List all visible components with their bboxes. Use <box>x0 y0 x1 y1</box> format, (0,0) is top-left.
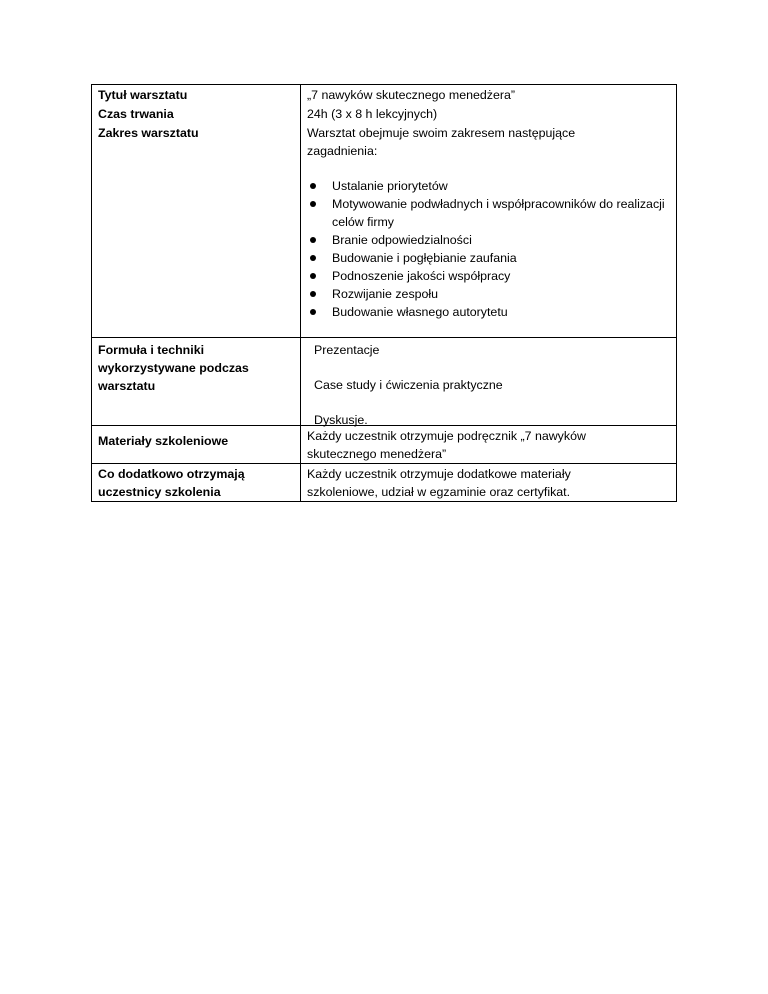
title-value: „7 nawyków skutecznego menedżera” <box>301 85 677 105</box>
scope-value <box>301 123 677 338</box>
scope-topic-list <box>307 177 670 321</box>
title-label: Tytuł warsztatu <box>92 85 301 105</box>
table-row-duration <box>92 104 677 123</box>
scope-intro-line-2: zagadnienia: <box>307 144 378 158</box>
duration-value: 24h (3 x 8 h lekcyjnych) <box>301 104 677 123</box>
techniques-label-line-2: wykorzystywane podczas <box>98 361 249 375</box>
materials-label: Materiały szkoleniowe <box>92 426 301 464</box>
table-row-scope <box>92 123 677 338</box>
workshop-info-table <box>91 84 677 502</box>
list-item: Branie odpowiedzialności <box>307 231 670 249</box>
list-item: Podnoszenie jakości współpracy <box>307 267 670 285</box>
extras-label-line-2: uczestnicy szkolenia <box>98 485 221 499</box>
techniques-label-line-3: warsztatu <box>98 379 156 393</box>
extras-value-line-2: szkoleniowe, udział w egzaminie oraz certyfikat. <box>307 485 571 499</box>
table-row-extras <box>92 464 677 502</box>
extras-label-line-1: Co dodatkowo otrzymają <box>98 467 245 481</box>
list-item: Rozwijanie zespołu <box>307 285 670 303</box>
materials-value-line-2: skutecznego menedżera” <box>307 447 447 461</box>
techniques-label-line-1: Formuła i techniki <box>98 343 205 357</box>
techniques-label <box>92 338 301 426</box>
list-item: Motywowanie podwładnych i współpracowników do realizacji celów firmy <box>307 195 670 231</box>
list-item: Ustalanie priorytetów <box>307 177 670 195</box>
list-item: Budowanie własnego autorytetu <box>307 303 670 321</box>
extras-value <box>301 464 677 502</box>
table-row-techniques <box>92 338 677 426</box>
table-row-title <box>92 85 677 105</box>
materials-value-line-1: Każdy uczestnik otrzymuje podręcznik „7 nawyków <box>307 429 586 443</box>
techniques-value <box>301 338 677 426</box>
scope-label: Zakres warsztatu <box>92 123 301 338</box>
table-row-materials <box>92 426 677 464</box>
technique-case-study: Case study i ćwiczenia praktyczne <box>314 378 503 392</box>
scope-intro-line-1: Warsztat obejmuje swoim zakresem następujące <box>307 126 576 140</box>
extras-value-line-1: Każdy uczestnik otrzymuje dodatkowe materiały <box>307 467 571 481</box>
technique-discussions: Dyskusje. <box>314 413 368 427</box>
materials-value <box>301 426 677 464</box>
duration-label: Czas trwania <box>92 104 301 123</box>
extras-label <box>92 464 301 502</box>
list-item: Budowanie i pogłębianie zaufania <box>307 249 670 267</box>
technique-presentations: Prezentacje <box>314 343 380 357</box>
